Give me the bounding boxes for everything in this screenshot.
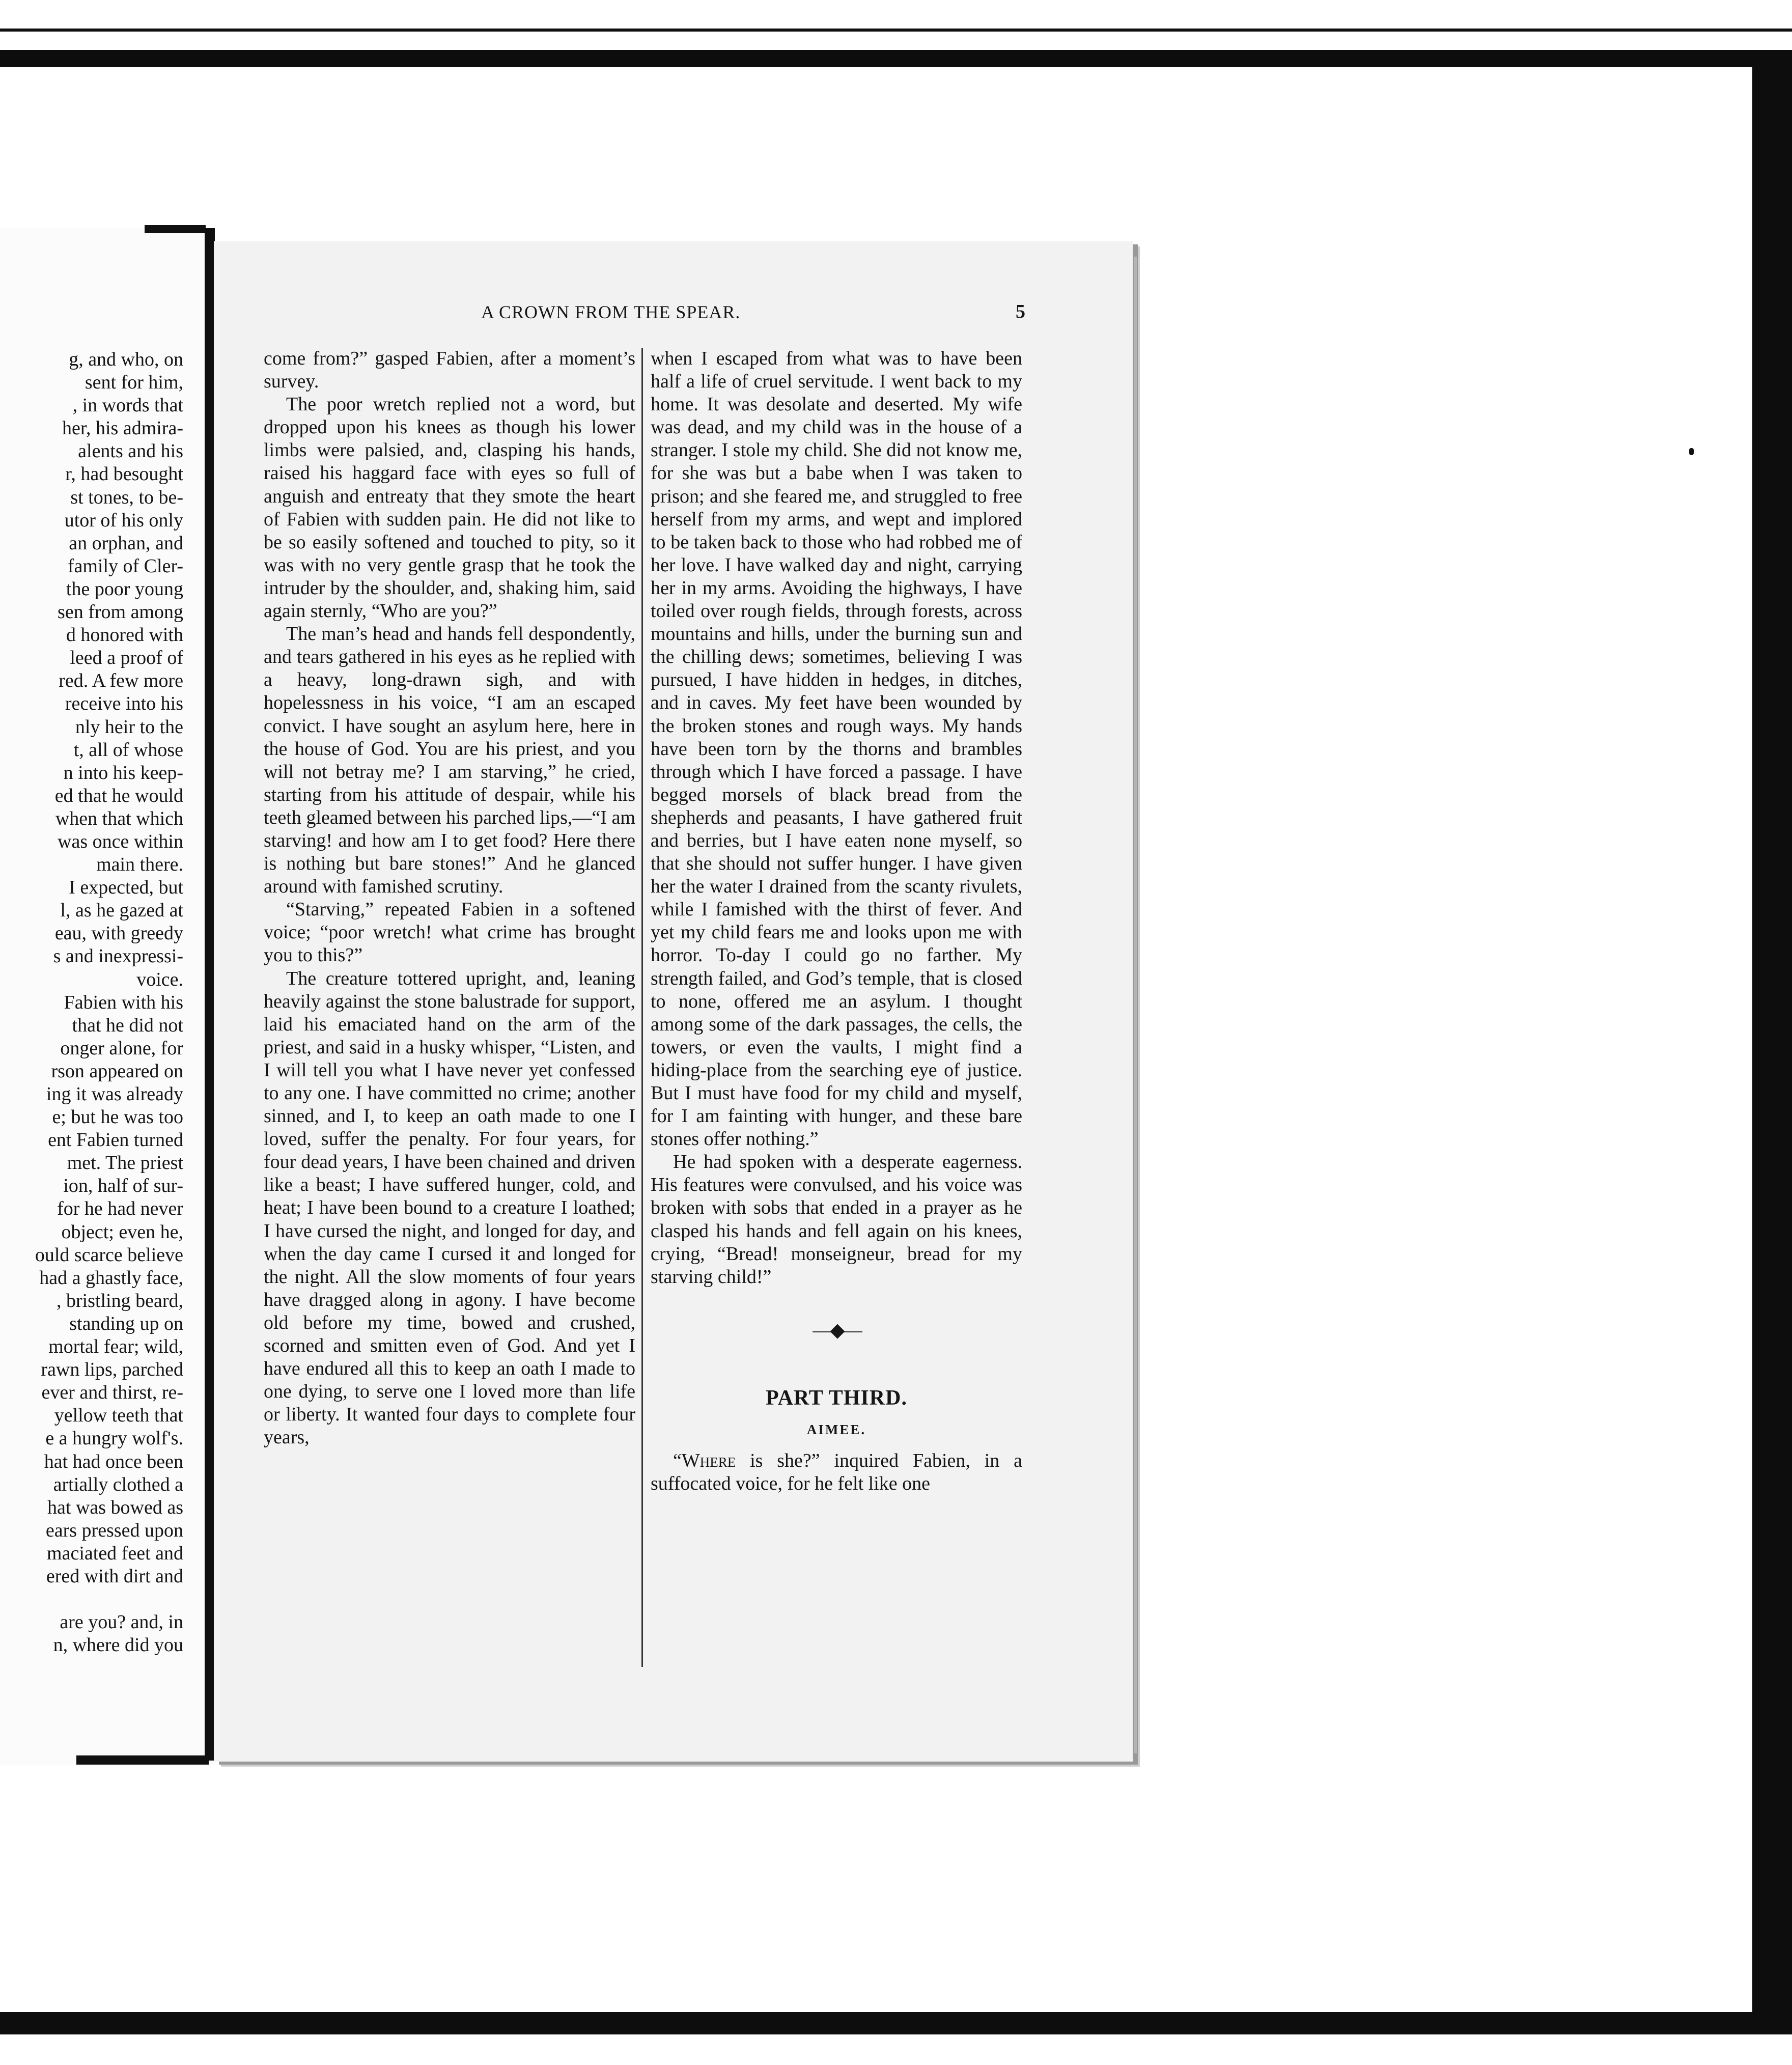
- left-page-line: had a ghastly face,: [39, 1267, 183, 1289]
- left-page-line: rawn lips, parched: [41, 1359, 183, 1381]
- left-page-line: t, all of whose: [73, 739, 183, 761]
- left-page-line: mortal fear; wild,: [48, 1336, 183, 1358]
- paragraph: [651, 1449, 1022, 1495]
- left-page-line: rson appeared on: [51, 1060, 183, 1082]
- left-page-line: standing up on: [69, 1313, 183, 1334]
- text-column-1: [264, 347, 635, 1449]
- left-page-text: [0, 348, 183, 1657]
- left-page-line: d honored with: [66, 624, 183, 646]
- film-frame-top-line: [0, 29, 1792, 32]
- left-page-line: object; even he,: [61, 1221, 183, 1243]
- chapter-subheading: AIMEE.: [806, 1421, 866, 1437]
- left-page-line: eau, with greedy: [54, 923, 183, 944]
- column-divider: [641, 348, 643, 1667]
- left-page-line: yellow teeth that: [54, 1405, 183, 1427]
- film-frame-right-border: [1752, 50, 1792, 2034]
- left-page-line: ears pressed upon: [45, 1519, 183, 1541]
- scan-speck: [1689, 448, 1694, 455]
- text-column-2: [651, 347, 1022, 1495]
- left-facing-page: [0, 228, 214, 1765]
- left-page-line: alents and his: [78, 440, 183, 462]
- left-page-line: artially clothed a: [53, 1473, 183, 1495]
- lead-word: “Where: [673, 1450, 736, 1472]
- left-page-line: l, as he gazed at: [60, 900, 183, 922]
- left-page-line: , bristling beard,: [56, 1290, 183, 1311]
- left-page-line: family of Cler-: [67, 555, 183, 577]
- left-page-line: for he had never: [57, 1198, 183, 1220]
- left-page-line: an orphan, and: [69, 532, 183, 554]
- paragraph: The poor wretch replied not a word, but dropped upon his knees as though his lower limbs were palsied, and, clasping his hands, raised his haggard face with eyes so full of anguish and entreaty that they smote the heart of Fabien with sudden pain. He did not like to be so easily softened and touched to pity, so it was with no very gentle grasp that he took the intruder by the shoulder, and, shaking him, said again sternly, “Who are you?”: [264, 394, 635, 622]
- page-number: 5: [1016, 301, 1025, 322]
- left-page-line: nly heir to the: [75, 716, 183, 738]
- film-frame-bottom-border: [0, 2012, 1792, 2034]
- paragraph: when I escaped from what was to have been half a life of cruel servitude. I went back to my home. It was desolate and deserted. My wife was dead, and my child was in the house of a stranger. I stole my child. She did not know me, for she was but a babe when I was taken to prison; and she feared me, and struggled to free herself from my arms, and wept and implored to be taken back to those who had robbed me of her love. I have walked day and night, carrying her in my arms. Avoiding the highways, I have toiled over rough fields, through forests, across mountains and hills, under the burning sun and the chilling dews; sometimes, believing I was pursued, I have hidden in hedges, in ditches, and in caves. My feet have been wounded by the broken stones and rough ways. My hands have been torn by the thorns and brambles through which I have forced a passage. I have begged morsels of black bread from the shepherds and peasants, I have gathered fruit and berries, but I have eaten none myself, so that she should not suffer hunger. I have given her the water I drained from the scanty rivulets, while I famished with the thirst of fever. And yet my child fears me and looks upon me with horror. To-day I could go no farther. My strength failed, and God’s temple, that is closed to none, offered me an asylum. I thought among some of the dark passages, the cells, the towers, or even the vaults, I might find a hiding-place from the searching eye of justice. But I must have food for my child and myself, for I am fainting with hunger, and these bare stones offer nothing.”: [651, 348, 1022, 1150]
- left-page-line: met. The priest: [67, 1152, 183, 1174]
- left-page-line: I expected, but: [69, 877, 183, 899]
- left-page-line: Fabien with his: [64, 991, 183, 1013]
- left-page-line: ever and thirst, re-: [41, 1382, 183, 1404]
- left-page-line: [0, 1588, 183, 1611]
- left-page-line: ould scarce believe: [35, 1244, 183, 1266]
- left-page-line: sen from among: [58, 601, 183, 623]
- left-page-bottom-edge: [76, 1755, 209, 1765]
- paragraph: come from?” gasped Fabien, after a moment’s survey.: [264, 348, 635, 393]
- left-page-line: onger alone, for: [60, 1037, 183, 1059]
- left-page-line: maciated feet and: [47, 1542, 183, 1564]
- left-page-line: n into his keep-: [63, 762, 183, 784]
- left-page-line: hat had once been: [44, 1450, 183, 1472]
- paragraph: The man’s head and hands fell despondently, and tears gathered in his eyes as he replied with a heavy, long-drawn sigh, and with hopelessness in his voice, “I am an escaped convict. I have sought an asylum here, here in the house of God. You are his priest, and you will not betray me? I am starving,” he cried, starting from his attitude of despair, while his teeth gleamed between his parched lips,—“I am starving! and how am I to get food? Here there is nothing but bare stones!” And he glanced around with famished scrutiny.: [264, 623, 635, 898]
- part-heading: PART THIRD.: [766, 1386, 907, 1410]
- left-page-line: was once within: [58, 830, 183, 852]
- left-page-line: g, and who, on: [69, 349, 183, 370]
- left-page-line: hat was bowed as: [47, 1496, 183, 1518]
- left-page-line: are you? and, in: [60, 1611, 183, 1633]
- left-page-line: when that which: [55, 807, 183, 829]
- left-page-top-edge: [145, 225, 206, 233]
- left-page-line: her, his admira-: [62, 417, 183, 439]
- book-spine-shadow: [205, 228, 215, 1761]
- left-page-line: ed that he would: [54, 785, 183, 806]
- left-page-line: st tones, to be-: [70, 486, 183, 508]
- left-page-line: red. A few more: [59, 670, 183, 692]
- left-page-line: ered with dirt and: [46, 1565, 183, 1587]
- left-page-line: n, where did you: [53, 1634, 183, 1656]
- left-page-line: sent for him,: [85, 372, 183, 394]
- left-page-line: e; but he was too: [52, 1106, 183, 1128]
- paragraph: He had spoken with a desperate eagerness. His features were convulsed, and his voice was broken with sobs that ended in a prayer as he clasped his hands and fell again on his knees, crying, “Bread! monseigneur, bread for my starving child!”: [651, 1151, 1022, 1288]
- film-frame-top-border: [0, 50, 1792, 67]
- left-page-line: voice.: [136, 968, 183, 990]
- left-page-line: , in words that: [72, 395, 183, 416]
- paragraph: “Starving,” repeated Fabien in a softened voice; “poor wretch! what crime has brought you to this?”: [264, 899, 635, 966]
- paragraph-text: is she?” inquired Fabien, in a suffocated voice, for he felt like one: [651, 1450, 1022, 1495]
- left-page-line: r, had besought: [65, 463, 183, 485]
- left-page-line: s and inexpressi-: [53, 945, 183, 967]
- left-page-line: utor of his only: [64, 509, 183, 531]
- left-page-line: leed a proof of: [70, 647, 183, 669]
- left-page-line: the poor young: [66, 578, 183, 600]
- running-head: A CROWN FROM THE SPEAR.: [481, 302, 741, 322]
- left-page-line: that he did not: [72, 1014, 183, 1036]
- page-right-edge: [1134, 257, 1137, 1753]
- section-ornament: —◆—: [813, 1319, 860, 1341]
- main-page: [214, 241, 1133, 1762]
- paragraph: The creature tottered upright, and, leaning heavily against the stone balustrade for support, laid his emaciated hand on the arm of the priest, and said in a husky whisper, “Listen, and I will tell you what I have never yet confessed to any one. I have committed no crime; another sinned, and I, to keep an oath made to one I loved, suffer the penalty. For four years, for four dead years, I have been chained and driven like a beast; I have suffered hunger, cold, and heat; I have been bound to a creature I loathed; I have cursed the night, and longed for day, and when the day came I cursed it and longed for the night. All the slow moments of four years have dragged along in agony. I have become old before my time, bowed and crushed, scorned and smitten even of God. And yet I have endured all this to keep an oath I made to one dying, to serve one I loved more than life or liberty. It wanted four days to complete four years,: [264, 967, 635, 1448]
- left-page-line: main there.: [96, 854, 183, 876]
- left-page-line: receive into his: [65, 693, 183, 715]
- left-page-line: ent Fabien turned: [48, 1129, 183, 1151]
- left-page-line: ion, half of sur-: [63, 1175, 183, 1197]
- left-page-line: e a hungry wolf's.: [45, 1428, 183, 1449]
- left-page-line: ing it was already: [46, 1083, 183, 1105]
